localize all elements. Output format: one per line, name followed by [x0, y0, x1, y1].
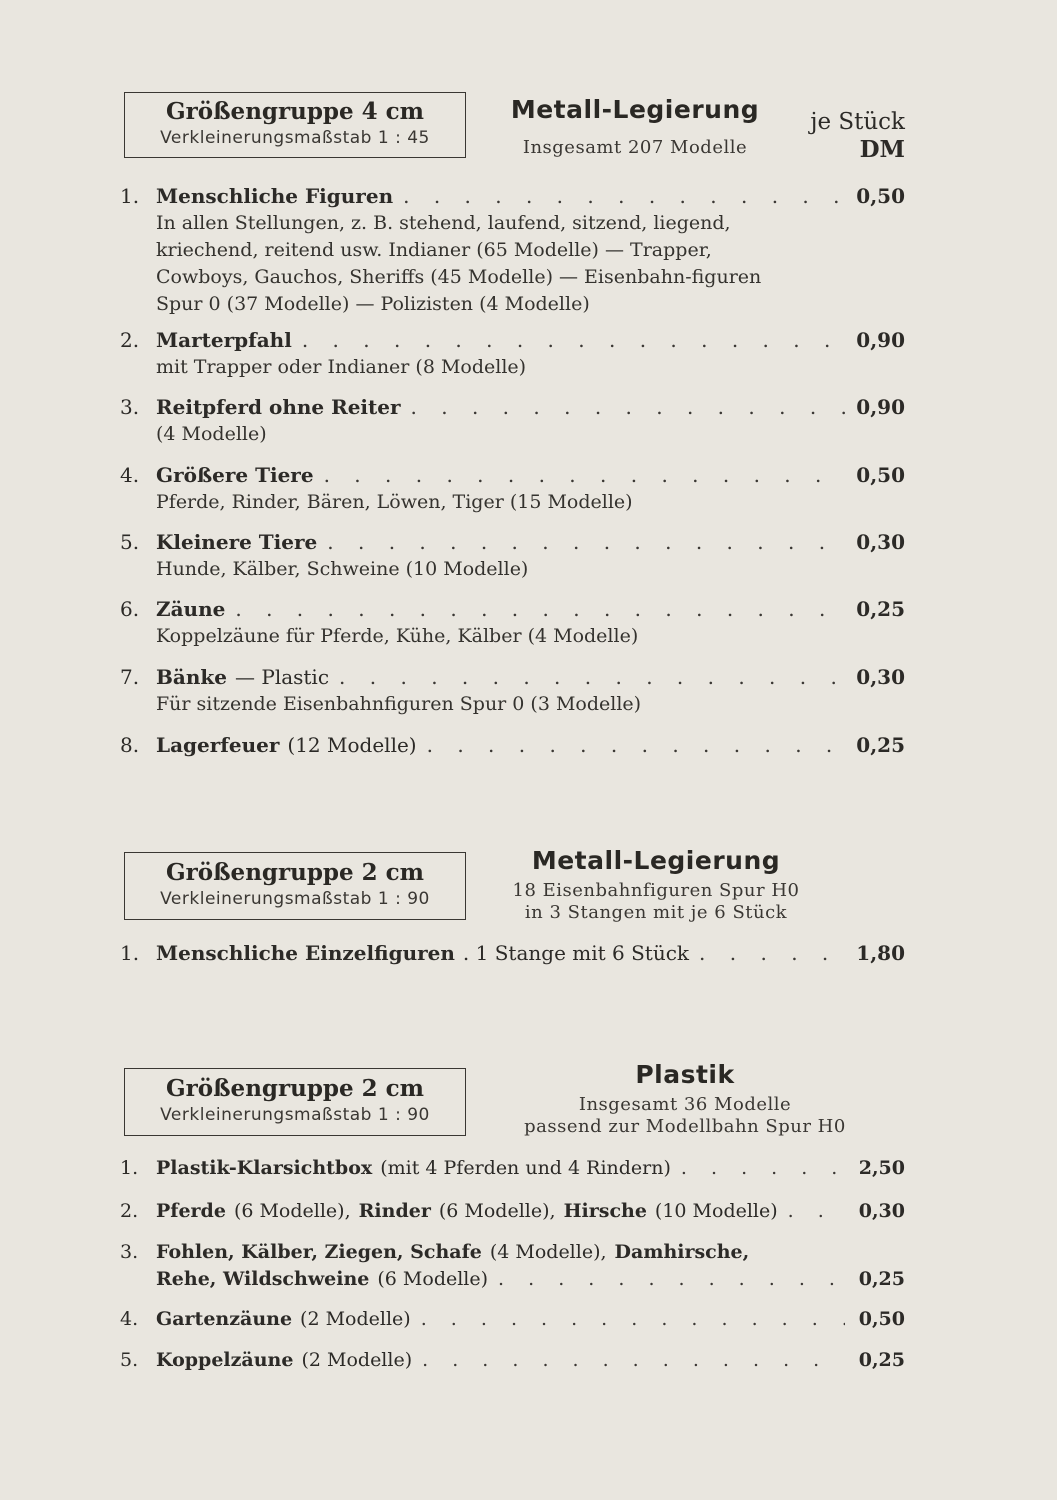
item-description: Für sitzende Eisenbahnfiguren Spur 0 (3 Modelle): [156, 693, 642, 715]
item-price: 0,25: [856, 733, 905, 757]
list-item: [120, 1347, 905, 1374]
item-price: 0,30: [856, 530, 905, 554]
item-price: 0,30: [858, 1200, 905, 1222]
scale-label: Verkleinerungsmaßstab 1 : 45: [160, 128, 430, 148]
list-item: [120, 1155, 905, 1182]
leader-dots: [498, 1266, 845, 1293]
item-number: 1.: [120, 1157, 139, 1179]
size-group-title: Größengruppe 2 cm: [165, 1075, 424, 1102]
list-item: [120, 462, 905, 516]
material-title: Plastik: [635, 1060, 735, 1089]
material-subtitle: in 3 Stangen mit je 6 Stück: [524, 902, 788, 923]
leader-dots: [302, 327, 845, 354]
material-subtitle: passend zur Modellbahn Spur H0: [524, 1116, 846, 1137]
leader-dots: [235, 596, 845, 623]
item-number: 4.: [120, 463, 140, 487]
item-number: 3.: [120, 1241, 139, 1263]
item-number: 5.: [120, 530, 140, 554]
item-price: 0,50: [856, 463, 905, 487]
leader-dots: [411, 394, 845, 421]
item-number: 8.: [120, 733, 140, 757]
item-number: 3.: [120, 395, 140, 419]
size-group-box: [124, 1068, 466, 1136]
item-number: 2.: [120, 1200, 139, 1222]
leader-dots: [427, 732, 845, 759]
item-description: In allen Stellungen, z. B. stehend, laufend, sitzend, liegend, kriechend, reitend usw. Indianer (65 Modelle) — Trapper, Cowboys, Gauchos, Sheriffs (45 Modelle) — Eisenbahn-figuren Spur 0 (37 Modelle) — Polizisten (4 Modelle): [156, 212, 762, 315]
item-price: 0,25: [858, 1268, 905, 1290]
leader-dots: [324, 462, 845, 489]
scale-label: Verkleinerungsmaßstab 1 : 90: [160, 889, 430, 909]
list-item: [120, 940, 905, 967]
list-item: [120, 529, 905, 583]
leader-dots: [327, 529, 845, 556]
list-item: [120, 596, 905, 650]
item-description: Pferde, Rinder, Bären, Löwen, Tiger (15 Modelle): [156, 491, 633, 513]
item-name: Zäune: [156, 597, 226, 621]
item-name: Bänke: [156, 665, 227, 689]
list-item: [120, 664, 905, 718]
leader-dots: [403, 183, 845, 210]
item-name: Gartenzäune: [156, 1308, 293, 1330]
item-note: (12 Modelle): [287, 733, 417, 757]
leader-dots: [681, 1155, 845, 1182]
item-name: Reitpferd ohne Reiter: [156, 395, 401, 419]
item-price: 0,30: [856, 665, 905, 689]
item-name: Rehe, Wildschweine: [156, 1268, 370, 1290]
scale-label: Verkleinerungsmaßstab 1 : 90: [160, 1105, 430, 1125]
leader-dots: [422, 1347, 845, 1374]
item-name: Menschliche Einzelfiguren: [156, 941, 455, 965]
material-title: Metall-Legierung: [531, 846, 781, 875]
item-number: 5.: [120, 1349, 139, 1371]
item-price: 0,90: [856, 328, 905, 352]
material-header: [496, 846, 816, 924]
item-price: 1,80: [856, 941, 905, 965]
list-item: [120, 732, 905, 759]
item-note: (6 Modelle): [377, 1268, 489, 1290]
size-group-title: Größengruppe 2 cm: [165, 859, 424, 886]
list-item: [120, 1198, 905, 1225]
item-name: Größere Tiere: [156, 463, 314, 487]
item-note: (6 Modelle),: [438, 1200, 556, 1222]
list-item: [120, 1306, 905, 1333]
item-number: 6.: [120, 597, 140, 621]
item-note: (10 Modelle): [654, 1200, 778, 1222]
list-item: [120, 183, 905, 318]
material-header: [500, 1060, 870, 1138]
item-name: Koppelzäune: [156, 1349, 294, 1371]
item-name: Pferde: [156, 1200, 226, 1222]
list-item: [120, 327, 905, 381]
leader-dots: [788, 1198, 845, 1225]
item-description: Hunde, Kälber, Schweine (10 Modelle): [156, 558, 529, 580]
item-note: (4 Modelle),: [489, 1241, 607, 1263]
item-price: 0,50: [858, 1308, 905, 1330]
material-subtitle: Insgesamt 36 Modelle: [578, 1094, 792, 1115]
material-subtitle: 18 Eisenbahnfiguren Spur H0: [512, 880, 800, 901]
list-item: [120, 394, 905, 448]
item-price: 0,50: [856, 184, 905, 208]
item-number: 7.: [120, 665, 140, 689]
item-name: Damhirsche,: [614, 1241, 750, 1263]
item-name: Menschliche Figuren: [156, 184, 394, 208]
material-header: [490, 95, 780, 159]
leader-dots: [421, 1306, 845, 1333]
unit-currency: DM: [859, 136, 905, 163]
leader-dots: [699, 940, 845, 967]
item-name: Lagerfeuer: [156, 733, 280, 757]
item-name: Kleinere Tiere: [156, 530, 318, 554]
item-description: mit Trapper oder Indianer (8 Modelle): [156, 356, 527, 378]
unit-header: [810, 108, 905, 164]
item-note: (2 Modelle): [300, 1308, 411, 1330]
item-number: 1.: [120, 941, 140, 965]
item-name: Fohlen, Kälber, Ziegen, Schafe: [156, 1241, 482, 1263]
leader-dots: [339, 664, 845, 691]
item-price: 2,50: [858, 1157, 905, 1179]
item-price: 0,25: [858, 1349, 905, 1371]
item-note: (mit 4 Pferden und 4 Rindern): [380, 1157, 671, 1179]
item-note: . 1 Stange mit 6 Stück: [462, 941, 690, 965]
item-name: Plastik-Klarsichtbox: [156, 1157, 373, 1179]
size-group-box: [124, 852, 466, 920]
item-number: 1.: [120, 184, 140, 208]
item-note: (2 Modelle): [301, 1349, 413, 1371]
item-note: — Plastic: [235, 665, 330, 689]
unit-per-piece: je Stück: [810, 109, 905, 135]
size-group-title: Größengruppe 4 cm: [165, 98, 424, 125]
item-note: (6 Modelle),: [233, 1200, 351, 1222]
material-subtitle: Insgesamt 207 Modelle: [522, 137, 748, 158]
item-price: 0,25: [856, 597, 905, 621]
item-description: Koppelzäune für Pferde, Kühe, Kälber (4 Modelle): [156, 625, 639, 647]
item-name: Marterpfahl: [156, 328, 292, 352]
item-price: 0,90: [856, 395, 905, 419]
item-name: Rinder: [358, 1200, 431, 1222]
material-title: Metall-Legierung: [510, 95, 760, 124]
item-number: 2.: [120, 328, 140, 352]
item-number: 4.: [120, 1308, 139, 1330]
item-name: Hirsche: [563, 1200, 647, 1222]
list-item: [120, 1239, 905, 1293]
item-description: (4 Modelle): [156, 423, 267, 445]
size-group-box: [124, 92, 466, 158]
